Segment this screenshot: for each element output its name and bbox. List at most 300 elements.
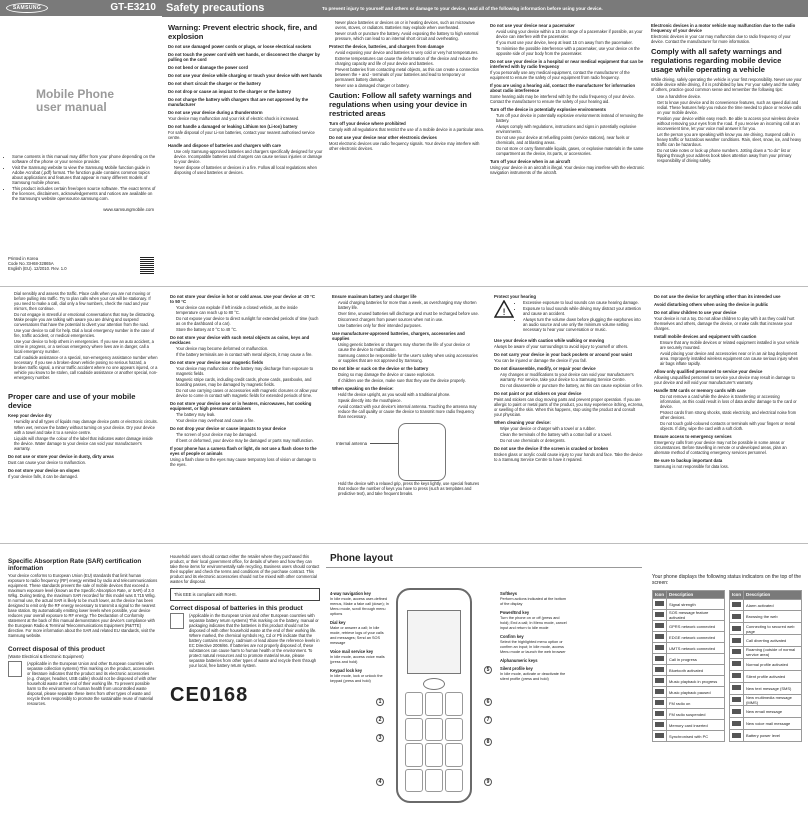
indicator-icon — [655, 667, 664, 672]
mid-col-3 — [332, 291, 482, 498]
status-icon — [653, 720, 667, 731]
model-number: GT-E3210 — [110, 2, 156, 13]
key-name: Keypad lock key — [330, 668, 363, 673]
item-text: Allowing unqualified personnel to service your device may result in damage to your device and will void your manufacturer's warranty. — [654, 375, 795, 385]
item-list — [8, 291, 158, 380]
table-row — [730, 670, 802, 682]
indicator-icon — [655, 612, 664, 617]
list-item: • Your device may overheat and cause a fire. — [176, 418, 320, 423]
list-item: • Call roadside assistance or a special, non-emergency assistance number when necessary. If you see a broken-down vehicle posing no serious hazard, a broken traffic signal, a minor traffic accident where no one appears injured, or a vehicle you know to be stolen, call roadside assistance or another special, non-emergency number. — [14, 355, 158, 380]
item-list — [170, 366, 320, 398]
item-list — [170, 432, 320, 443]
status-icon — [653, 610, 667, 621]
item-text: (Applicable in the European Union and other European countries with separate battery return systems) This marking on the battery, manual or packaging indicates that the batteries in this product should not be disposed of with other household waste at the end of their working life. Where marked, the chemical symbols Hg, Cd or Pb indicate that the battery contains mercury, cadmium or lead above the reference levels in EC Directive 2006/66. If batteries are not properly disposed of, these substances can cause harm to human health or the environment. To protect natural resources and to promote material reuse, please separate batteries from other types of waste and recycle them through your local, free battery return system. — [189, 613, 320, 668]
list-item: • Avoid contact with your device's internal antenna. Touching the antenna may reduce the call quality or cause the device to transmit more radio frequency than necessary. — [338, 404, 482, 419]
callout-1: 1 — [376, 698, 384, 706]
item-heading: Ensure maximum battery and charger life — [332, 294, 417, 299]
indicator-icon — [732, 673, 741, 678]
indicator-description: New voice mail message — [744, 718, 802, 730]
indicator-description: Silent profile activated — [744, 670, 802, 682]
item-list — [651, 94, 803, 163]
indicator-icon — [655, 656, 664, 661]
list-item: • Over time, unused batteries will discharge and must be recharged before use. — [338, 311, 482, 316]
indicator-icon — [655, 623, 664, 628]
printed: Printed in Korea — [8, 256, 39, 261]
item-text: Some hearing aids may be interfered with by the radio frequency of your device. Contact the manufacturer to ensure the safety of your hearing aid. — [490, 94, 635, 104]
key-name: 4-way navigation key — [330, 591, 371, 596]
key-name: Confirm key — [500, 634, 524, 639]
table-row — [730, 718, 802, 730]
list-item: • The battery may leak. — [176, 412, 320, 417]
list-item: • Do not take notes or look up phone numbers. Jotting down a "to do" list or flipping through your address book takes attention away from your primary responsibility of driving safely. — [657, 148, 803, 163]
bottom-panel — [0, 544, 808, 830]
item-heading: If your phone has a camera flash or light, do not use a flash close to the eyes of people or animals — [170, 446, 317, 456]
key — [425, 743, 443, 767]
list-item: • Store the battery at 0 °C to 40 °C. — [176, 327, 320, 332]
item-heading: Do not store your device near or in heaters, microwaves, hot cooking equipment, or high pressure containers — [170, 401, 312, 411]
key-desc: In Idle mode, access user-defined menus, Make a fake call (down); In Menu mode, scroll through menu options — [330, 597, 389, 616]
status-icon — [653, 676, 667, 687]
table-row — [730, 647, 802, 659]
indicator-tables — [652, 590, 802, 742]
item-heading: Do not carry your device in your back pockets or around your waist — [494, 352, 633, 357]
item-list — [170, 346, 320, 357]
indicator-description: UMTS network connected — [667, 643, 725, 654]
item-text: Dust can cause your device to malfunction. — [8, 460, 87, 465]
section-heading: Specific Absorption Rate (SAR) certification information — [8, 558, 142, 572]
indicator-description: Battery power level — [744, 730, 802, 742]
item-heading: Do not use your device in a hospital or near medical equipment that can be interfered with by radio frequency — [490, 59, 644, 69]
list-item: • Never place batteries or devices on or in heating devices, such as microwave ovens, stoves, or radiators. Batteries may explode when overheated. — [335, 20, 484, 30]
item-heading: Protect your hearing — [494, 294, 537, 299]
section-heading: Comply with all safety warnings and regulations regarding mobile device usage while operating a vehicle — [651, 47, 782, 74]
table-row — [653, 709, 725, 720]
item-heading: Ensure access to emergency services — [654, 434, 732, 439]
status-icon — [653, 621, 667, 632]
status-icon — [653, 731, 667, 742]
indicator-icon — [655, 700, 664, 705]
key — [405, 692, 423, 716]
status-icon — [653, 709, 667, 720]
key-name: Voice mail service key — [330, 649, 374, 654]
list-item: • Use batteries only for their intended purposes. — [338, 323, 482, 328]
key-desc: Make or answer a call; In Idle mode, retrieve logs of your calls and messages; Send an SOS message — [330, 626, 384, 645]
list-item: • Visit the Samsung website to view the Samsung Mobile function guide in Adobe Acrobat (.pdf) format. The function guide contains common topics about applications and features that appear in many different models of Samsung mobile phones. — [12, 165, 156, 185]
status-icon — [653, 687, 667, 698]
item-text: While driving, safely operating the vehicle is your first responsibility. Never use your mobile device while driving, if it is prohibited by law. For your safety and the safety of others, practice good common sense and remember the following tips: — [651, 77, 802, 92]
item-heading: Do not drop or cause an impact to the charger or the battery — [168, 89, 291, 94]
item-text: If your device falls, it can be damaged. — [8, 474, 78, 479]
indicator-icon — [655, 678, 664, 683]
samsung-logo: SAMSUNG — [6, 3, 48, 13]
col-icon: Icon — [730, 591, 744, 600]
item-list — [654, 340, 802, 366]
key-name: Power/End key — [500, 610, 530, 615]
list-item: • Never use a damaged charger or battery. — [335, 83, 484, 88]
item-text: Your device is not a toy. Do not allow children to play with it as they could hurt themselves and others, damage the device, or make calls that increase your charges. — [654, 316, 795, 331]
phone-screen — [407, 610, 461, 674]
table-row — [653, 665, 725, 676]
indicator-icon — [655, 689, 664, 694]
list-item: • Do not expose your device to direct sunlight for extended periods of time (such as on the dashboard of a car). — [176, 316, 320, 326]
indicator-description: Roaming (outside of normal service area) — [744, 647, 802, 659]
list-item: • Any changes or modifications to your device can void your manufacturer's warranty. For service, take your device to a Samsung Service Centre. — [500, 372, 644, 382]
status-icon — [653, 643, 667, 654]
indicator-icon — [732, 626, 741, 631]
callout-8: 8 — [484, 738, 492, 746]
item-list — [170, 305, 320, 332]
leader-line — [370, 443, 398, 444]
list-item: • Do not store or carry flammable liquids, gases, or explosive materials in the same compartment as the device, its parts, or accessories. — [496, 146, 645, 156]
key — [445, 692, 463, 716]
list-item: • Exposure to loud sounds while driving may distract your attention and cause an accident. — [523, 306, 644, 316]
mid-col-5 — [654, 291, 802, 471]
key-desc: Turn the phone on or off (press and hold); End a call; In Menu mode, cancel input and return to Idle mode — [500, 616, 567, 630]
item-list — [517, 300, 644, 333]
antenna-figure — [332, 421, 482, 481]
status-icon — [730, 658, 744, 670]
indicator-icon — [732, 649, 741, 654]
list-item: • Your device may become deformed or malfunction. — [176, 346, 320, 351]
list-item: • Dial sensibly and assess the traffic. Place calls when you are not moving or before pulling into traffic. Try to plan calls when your car will be stationary. If you need to make a call, dial only a few numbers, check the road and your mirrors, then continue. — [14, 291, 158, 311]
layout-title: Phone layout — [330, 553, 393, 564]
page-subtitle: To prevent injury to yourself and others or damage to your device, read all of the following information before using your device. — [322, 6, 603, 11]
table-row — [653, 632, 725, 643]
item-heading: Turn off the device in potentially explosive environments — [490, 107, 606, 112]
crossed-bin-icon — [8, 661, 22, 677]
indicator-description: Signal strength — [667, 599, 725, 610]
item-heading: Use manufacturer-approved batteries, chargers, accessories and supplies — [332, 331, 465, 341]
key-desc: Perform actions indicated at the bottom of the display — [500, 597, 567, 606]
item-heading: Be sure to backup important data — [654, 458, 723, 463]
item-text: Your device may malfunction and your risk of electric shock is increased. — [168, 116, 300, 121]
indicator-icon — [732, 602, 741, 607]
table-row — [653, 643, 725, 654]
list-item: • Extreme temperatures can cause the deformation of the device and reduce the charging capacity and life of your device and batteries. — [335, 56, 484, 66]
list-item: • This product includes certain free/open source software. The exact terms of the licences, disclaimers, acknowledgements and notices are available on the Samsung's website opensource.samsung.com. — [12, 186, 156, 201]
table-row — [730, 635, 802, 647]
item-list — [494, 372, 644, 388]
indicator-icon — [732, 685, 741, 690]
callout-3: 3 — [376, 734, 384, 742]
list-item: • Do not use carrying cases or accessories with magnetic closures or allow your device to come in contact with magnetic fields for extended periods of time. — [176, 388, 320, 398]
list-item: • Your device may malfunction or the battery may discharge from exposure to magnetic fields. — [176, 366, 320, 376]
callout-9: 9 — [484, 778, 492, 786]
indicator-table-right — [729, 590, 802, 742]
item-heading: Handle SIM cards or memory cards with care — [654, 388, 746, 393]
item-list — [8, 419, 158, 451]
table-row — [730, 599, 802, 611]
svg-text:!: ! — [502, 308, 506, 318]
status-icon — [730, 706, 744, 718]
list-item: • Clean the terminals of the battery with a cotton ball or a towel. — [500, 432, 644, 437]
item-heading: Do not use your device near a pacemaker — [490, 23, 575, 28]
list-item: • Hold the device upright, as you would with a traditional phone. — [338, 392, 482, 397]
item-text: Using a flash close to the eyes may cause temporary loss of vision or damage to the eyes. — [170, 457, 316, 467]
status-icon — [730, 670, 744, 682]
item-heading: Do not use your device while charging or touch your device with wet hands — [168, 73, 322, 78]
indicator-description: New multimedia message (MMS) — [744, 694, 802, 706]
indicator-icon — [655, 645, 664, 650]
status-icon — [653, 698, 667, 709]
key — [405, 718, 423, 742]
barcode-icon — [140, 256, 154, 274]
indicator-description: Memory card inserted — [667, 720, 725, 731]
status-icon — [653, 632, 667, 643]
mid-col-2 — [170, 291, 320, 469]
item-heading: Do not store your device on slopes — [8, 468, 80, 473]
item-heading: Do not touch the power cord with wet hands, or disconnect the charger by pulling on the cord — [168, 52, 320, 62]
item-heading: Do not store your device in hot or cold areas. Use your device at -20 °C to 50 °C — [170, 294, 315, 304]
list-item: • Some contents in this manual may differ from your phone depending on the software of the phone or your service provider. — [12, 154, 156, 164]
status-icon — [730, 623, 744, 635]
indicator-icon — [655, 722, 664, 727]
item-list — [332, 372, 482, 383]
callout-2: 2 — [376, 716, 384, 724]
indicator-description: Music playback in progress — [667, 676, 725, 687]
item-text: (Waste Electrical & Electronic Equipment) — [8, 654, 84, 659]
list-item: • Position your device within easy reach. Be able to access your wireless device without removing your eyes from the road. If you receive an incoming call at an inconvenient time, let your voice mail answer it for you. — [657, 116, 803, 131]
item-heading: Do not use damaged power cords or plugs, or loose electrical sockets — [168, 44, 312, 49]
phone-outline-icon — [398, 423, 446, 481]
item-list — [170, 412, 320, 423]
list-item: • If bent or deformed, your device may be damaged or parts may malfunction. — [176, 438, 320, 443]
item-text: Electronic devices in your car may malfunction due to radio frequency of your device. Contact the manufacturer for more information. — [651, 34, 791, 44]
indicator-table-left — [652, 590, 725, 742]
key — [445, 743, 463, 767]
table-row — [653, 698, 725, 709]
list-item: • Avoid using your device within a 15 cm range of a pacemaker if possible, as your device can interfere with the pacemaker. — [496, 29, 645, 39]
callout-7: 7 — [484, 716, 492, 724]
list-item: • Do not disassemble or puncture the battery, as this can cause explosion or fire. — [500, 383, 644, 388]
table-row — [730, 706, 802, 718]
mid-col-4 — [494, 291, 644, 464]
indicator-description: New text message (SMS) — [744, 682, 802, 694]
section-heading: Correct disposal of batteries in this product — [170, 605, 303, 612]
item-heading: Electronic devices in a motor vehicle may malfunction due to the radio frequency of your device — [651, 23, 796, 33]
list-item: • Hold the device with a relaxed grip, press the keys lightly, use special features that reduce the number of keys you have to press (such as templates and predictive text), and take frequent breaks. — [338, 481, 482, 496]
keys-right — [500, 588, 568, 684]
status-icon — [730, 599, 744, 611]
table-row — [730, 611, 802, 623]
item-list — [654, 394, 802, 431]
indicator-description: New email message — [744, 706, 802, 718]
status-icon — [730, 611, 744, 623]
item-list — [490, 29, 645, 56]
battery-col — [170, 554, 320, 707]
table-row — [653, 654, 725, 665]
key-desc: In Idle mode, lock or unlock the keypad (press and hold) — [330, 674, 383, 683]
indicator-description: FM radio on — [667, 698, 725, 709]
key-desc: In Idle mode, access voice mails (press and hold) — [330, 655, 385, 664]
mid-col-1 — [8, 291, 158, 481]
key — [425, 692, 443, 716]
table-row — [653, 621, 725, 632]
list-item: • Always turn the volume down before plugging the earphones into an audio source and use only the minimum volume setting necessary to hear your conversation or music. — [523, 317, 644, 332]
indicator-icon — [655, 634, 664, 639]
table-row — [653, 687, 725, 698]
item-text: Using your device in an aircraft is illegal. Your device may interfere with the electronic navigation instruments of the aircraft. — [490, 165, 645, 175]
item-heading: Avoid disturbing others when using the device in public — [654, 302, 769, 307]
col-description: Description — [744, 591, 802, 600]
list-item: • Magnetic stripe cards, including credit cards, phone cards, passbooks, and boarding passes, may be damaged by magnetic fields. — [176, 377, 320, 387]
list-item: • Humidity and all types of liquids may damage device parts or electronic circuits. — [14, 419, 158, 424]
status-icon — [653, 665, 667, 676]
status-icon — [730, 647, 744, 659]
section-heading: Correct disposal of this product — [8, 646, 105, 653]
item-heading: Do not charge the battery with chargers that are not approved by the manufacturer — [168, 97, 309, 107]
nav-key-icon — [423, 678, 445, 690]
indicators-col — [652, 574, 802, 742]
item-heading: Do not use the device for anything other than its intended use — [654, 294, 781, 299]
section-heading: Warning: Prevent electric shock, fire, and explosion — [168, 23, 318, 41]
item-text: (Applicable in the European Union and other European countries with separate collection systems) This marking on the product, accessories or literature indicates that the product and its electronic accessories (e.g. charger, headset, USB cable) should not be disposed of with other household waste at the end of their working life. To prevent possible harm to the environment or human health from uncontrolled waste disposal, please separate these items from other types of waste and recycle them responsibly to promote the sustainable reuse of material resources. — [27, 661, 157, 706]
list-item: • Avoid charging batteries for more than a week, as overcharging may shorten battery life. — [338, 300, 482, 310]
indicators-intro: Your phone displays the following status indicators on the top of the screen: — [652, 574, 802, 586]
indicator-description: SOS message feature activated — [667, 610, 725, 621]
indicator-description: Connecting to secured web page — [744, 623, 802, 635]
table-row — [730, 730, 802, 742]
indicator-description: GPRS network connected — [667, 621, 725, 632]
indicator-icon — [655, 711, 664, 716]
key — [425, 769, 443, 793]
item-text: Emergency calls from your device may not be possible in some areas or circumstances. Before travelling in remote or undeveloped areas, plan an alternate method of contacting emergency services personnel. — [654, 440, 787, 455]
list-item: • Liquids will change the colour of the label that indicates water damage inside the device. Water damage to your device can void your manufacturer's warranty. — [14, 436, 158, 451]
list-item: • Use a handsfree device. — [657, 94, 803, 99]
list-item: • Always comply with regulations, instructions and signs in potentially explosive environments. — [496, 124, 645, 134]
indicator-icon — [655, 601, 664, 606]
item-list — [332, 300, 482, 328]
item-text: Samsung is not responsible for data loss. — [654, 464, 729, 469]
item-list — [332, 392, 482, 419]
list-item: • Using generic batteries or chargers may shorten the life of your device or cause the device to malfunction. — [338, 342, 482, 352]
key-name: Dial key — [330, 620, 346, 625]
list-item: • The screen of your device may be damaged. — [176, 432, 320, 437]
list-item: • When wet, remove the battery without turning on your device. Dry your device with a towel and take it to a service centre. — [14, 425, 158, 435]
list-item: • Turn off your device in potentially explosive environments instead of removing the battery. — [496, 113, 645, 123]
status-icon — [730, 718, 744, 730]
indicator-description: Call in progress — [667, 654, 725, 665]
print-info — [8, 256, 67, 271]
list-item: • Ensure that any mobile devices or related equipment installed in your vehicle are securely mounted. — [660, 340, 802, 350]
table-row — [653, 610, 725, 621]
item-heading: Do not disassemble, modify, or repair your device — [494, 366, 596, 371]
list-item: • To minimise the possible interference with a pacemaker, use your device on the opposite side of your body from the pacemaker. — [496, 46, 645, 56]
indicator-icon — [732, 709, 741, 714]
list-item: • Do not use your device at refuelling points (service stations), near fuels or chemicals, and at blasting areas. — [496, 135, 645, 145]
indicator-icon — [732, 614, 741, 619]
safety-header — [162, 0, 808, 17]
indicator-description: Alarm activated — [744, 599, 802, 611]
keypad-icon — [405, 692, 463, 792]
item-heading: If you are using a hearing aid, contact the manufacturer for information about radio interference — [490, 83, 636, 93]
list-item: • Never dispose of batteries or devices in a fire. Follow all local regulations when disposing of used batteries or devices. — [174, 165, 323, 175]
item-list — [329, 50, 484, 88]
table-row — [730, 623, 802, 635]
list-item: • Do not use chemicals or detergents. — [500, 438, 644, 443]
item-list — [490, 113, 645, 156]
indicator-icon — [655, 733, 664, 738]
phone-illustration — [396, 588, 472, 803]
antenna-label: Internal antenna — [336, 441, 368, 446]
key — [445, 769, 463, 793]
indicator-description: Synchronised with PC — [667, 731, 725, 742]
key — [445, 718, 463, 742]
safety-col-1 — [168, 20, 323, 177]
item-text: Comply with all regulations that restrict the use of a mobile device in a particular area. — [329, 127, 484, 132]
item-heading: Do not use your device during a thunderstorm — [168, 110, 263, 115]
list-item: • If you must use your device, keep at least 15 cm away from the pacemaker. — [496, 40, 645, 45]
item-list — [332, 342, 482, 363]
list-item: • Avoid placing your device and accessories near or in an air bag deployment area. Improperly installed wireless equipment can cause serious injury when air bags inflate rapidly. — [660, 351, 802, 366]
item-list — [168, 149, 323, 175]
edition: English (EU). 12/2010. Rev. 1.0 — [8, 266, 67, 271]
item-heading: When speaking on the device: — [332, 386, 394, 391]
indicator-description: Browsing the web — [744, 611, 802, 623]
list-item: • Samsung cannot be responsible for the user's safety when using accessories or supplies that are not approved by Samsung. — [338, 353, 482, 363]
list-item: • Excessive exposure to loud sounds can cause hearing damage. — [523, 300, 644, 305]
page-title: Safety precautions — [166, 2, 265, 14]
list-item: • If the battery terminals are in contact with metal objects, it may cause a fire. — [176, 352, 320, 357]
code-number: Code No.:GH68-32865A — [8, 261, 54, 266]
item-list — [494, 426, 644, 443]
list-item: • Protect cards from strong shocks, static electricity, and electrical noise from other devices. — [660, 410, 802, 420]
rohs-box: This EEE is compliant with RoHS. — [170, 588, 320, 601]
indicator-icon — [732, 697, 741, 702]
status-icon — [730, 682, 744, 694]
layout-header — [326, 548, 642, 568]
item-heading: Do not bite or suck on the device or the battery — [332, 366, 429, 371]
list-item: • Doing so may damage the device or cause explosion. — [338, 372, 482, 377]
key-desc: In Idle mode, activate or deactivate the silent profile (press and hold) — [500, 672, 566, 681]
indicator-icon — [732, 638, 741, 643]
list-item: • Use only Samsung-approved batteries and chargers specifically designed for your device. Incompatible batteries and chargers can cause serious injuries or damage to your device. — [174, 149, 323, 164]
item-heading: Do not use or store your device in dusty, dirty areas — [8, 454, 114, 459]
indicator-description: Normal profile activated — [744, 658, 802, 670]
key-name: Silent profile key — [500, 666, 533, 671]
list-item: • If children use the device, make sure that they use the device properly. — [338, 378, 482, 383]
item-text: Household users should contact either the retailer where they purchased this product, or their local government office, for details of where and how they can take these items for environmentally safe recycling. Business users should contact their supplier and check the terms and conditions of the purchase contract. This product and its electronic accessories should not be mixed with other commercial wastes for disposal. — [170, 554, 320, 584]
warning-icon — [494, 300, 514, 318]
table-row — [653, 720, 725, 731]
item-heading: Turn off your device where prohibited — [329, 121, 406, 126]
sar-col — [8, 554, 158, 708]
key-name: Softkeys — [500, 591, 518, 596]
keys-left — [330, 588, 390, 686]
item-heading: Do not bend or damage the power cord — [168, 65, 248, 70]
status-icon — [730, 635, 744, 647]
item-heading: Do not handle a damaged or leaking Lithium Ion (Li-Ion) battery — [168, 124, 298, 129]
cover-panel — [0, 0, 162, 286]
care-panel — [0, 287, 808, 543]
item-heading: Do not paint or put stickers on your device — [494, 391, 582, 396]
item-heading: Keep your device dry — [8, 413, 52, 418]
weee-block — [8, 661, 158, 708]
safety-col-3 — [490, 20, 645, 177]
item-text: Most electronic devices use radio frequency signals. Your device may interfere with other electronic devices. — [329, 141, 480, 151]
indicator-description: Music playback paused — [667, 687, 725, 698]
table-row — [653, 676, 725, 687]
item-text: Broken glass or acrylic could cause injury to your hands and face. Take the device to a Samsung Service Centre to have it repaired. — [494, 452, 643, 462]
item-heading: Do not drop your device or cause impacts to your device — [170, 426, 287, 431]
list-item: • Do not engage in stressful or emotional conversations that may be distracting. Make people you are talking with aware you are driving and suspend conversations that have the potential to divert your attention from the road. — [14, 312, 158, 327]
item-list — [332, 481, 482, 496]
list-item: • Your device can explode if left inside a closed vehicle, as the inside temperature can reach up to 80 °C. — [176, 305, 320, 315]
indicator-description: Bluetooth activated — [667, 665, 725, 676]
list-item: • Prevent batteries from contacting metal objects, as this can create a connection between the + and - terminals of your batteries and lead to temporary or permanent battery damage. — [335, 67, 484, 82]
item-heading: When cleaning your device: — [494, 420, 551, 425]
item-heading: Use your device with caution while walking or moving — [494, 338, 605, 343]
